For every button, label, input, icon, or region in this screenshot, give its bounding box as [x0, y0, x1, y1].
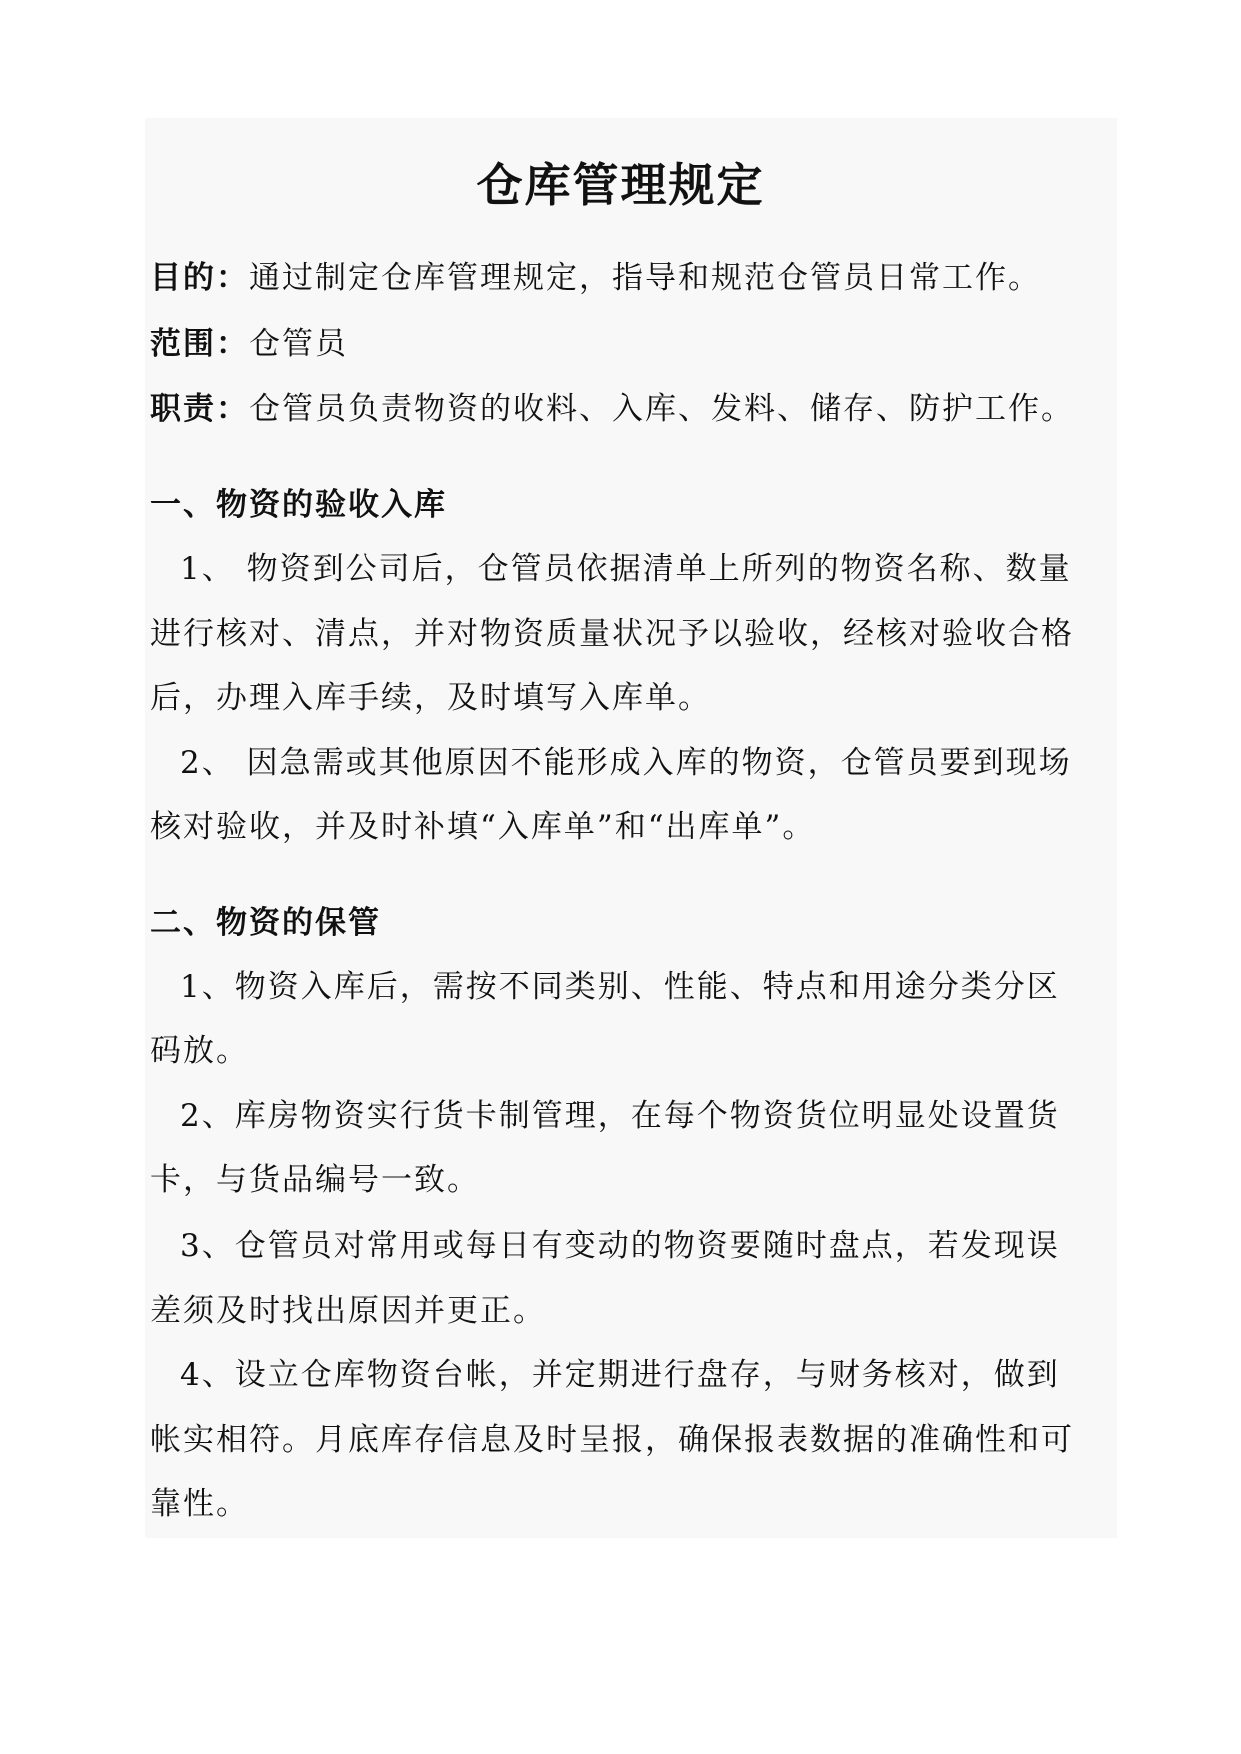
document-title: 仓库管理规定 [476, 158, 765, 212]
section2-line: 2、库房物资实行货卡制管理，在每个物资货位明显处设置货 [180, 1098, 1060, 1134]
section1-line: 进行核对、清点，并对物资质量状况予以验收，经核对验收合格 [150, 616, 1074, 652]
section1-heading: 一、物资的验收入库 [150, 487, 447, 523]
purpose-text: 通过制定仓库管理规定，指导和规范仓管员日常工作。 [249, 260, 1041, 296]
section2-line: 差须及时找出原因并更正。 [150, 1293, 546, 1329]
section1-line: 1、 物资到公司后，仓管员依据清单上所列的物资名称、数量 [180, 551, 1072, 587]
scope-line [150, 324, 1120, 364]
section2-line: 卡，与货品编号一致。 [150, 1162, 480, 1198]
section2-line: 3、仓管员对常用或每日有变动的物资要随时盘点，若发现误 [180, 1228, 1060, 1264]
section2-line: 4、设立仓库物资台帐，并定期进行盘存，与财务核对，做到 [180, 1357, 1060, 1393]
purpose-line [150, 258, 1120, 298]
duty-text: 仓管员负责物资的收料、入库、发料、储存、防护工作。 [249, 391, 1074, 427]
purpose-label: 目的： [150, 260, 249, 296]
scope-label: 范围： [150, 326, 249, 362]
section2-line: 码放。 [150, 1033, 249, 1069]
duty-label: 职责： [150, 391, 249, 427]
section1-line: 核对验收，并及时补填“入库单”和“出库单”。 [150, 809, 816, 845]
section2-heading: 二、物资的保管 [150, 905, 381, 941]
section2-line: 靠性。 [150, 1486, 249, 1522]
section2-line: 帐实相符。月底库存信息及时呈报，确保报表数据的准确性和可 [150, 1422, 1074, 1458]
section1-line: 2、 因急需或其他原因不能形成入库的物资，仓管员要到现场 [180, 745, 1072, 781]
scope-text: 仓管员 [249, 326, 348, 362]
section2-line: 1、物资入库后，需按不同类别、性能、特点和用途分类分区 [180, 969, 1060, 1005]
duty-line [150, 389, 1120, 429]
section1-line: 后，办理入库手续，及时填写入库单。 [150, 680, 711, 716]
